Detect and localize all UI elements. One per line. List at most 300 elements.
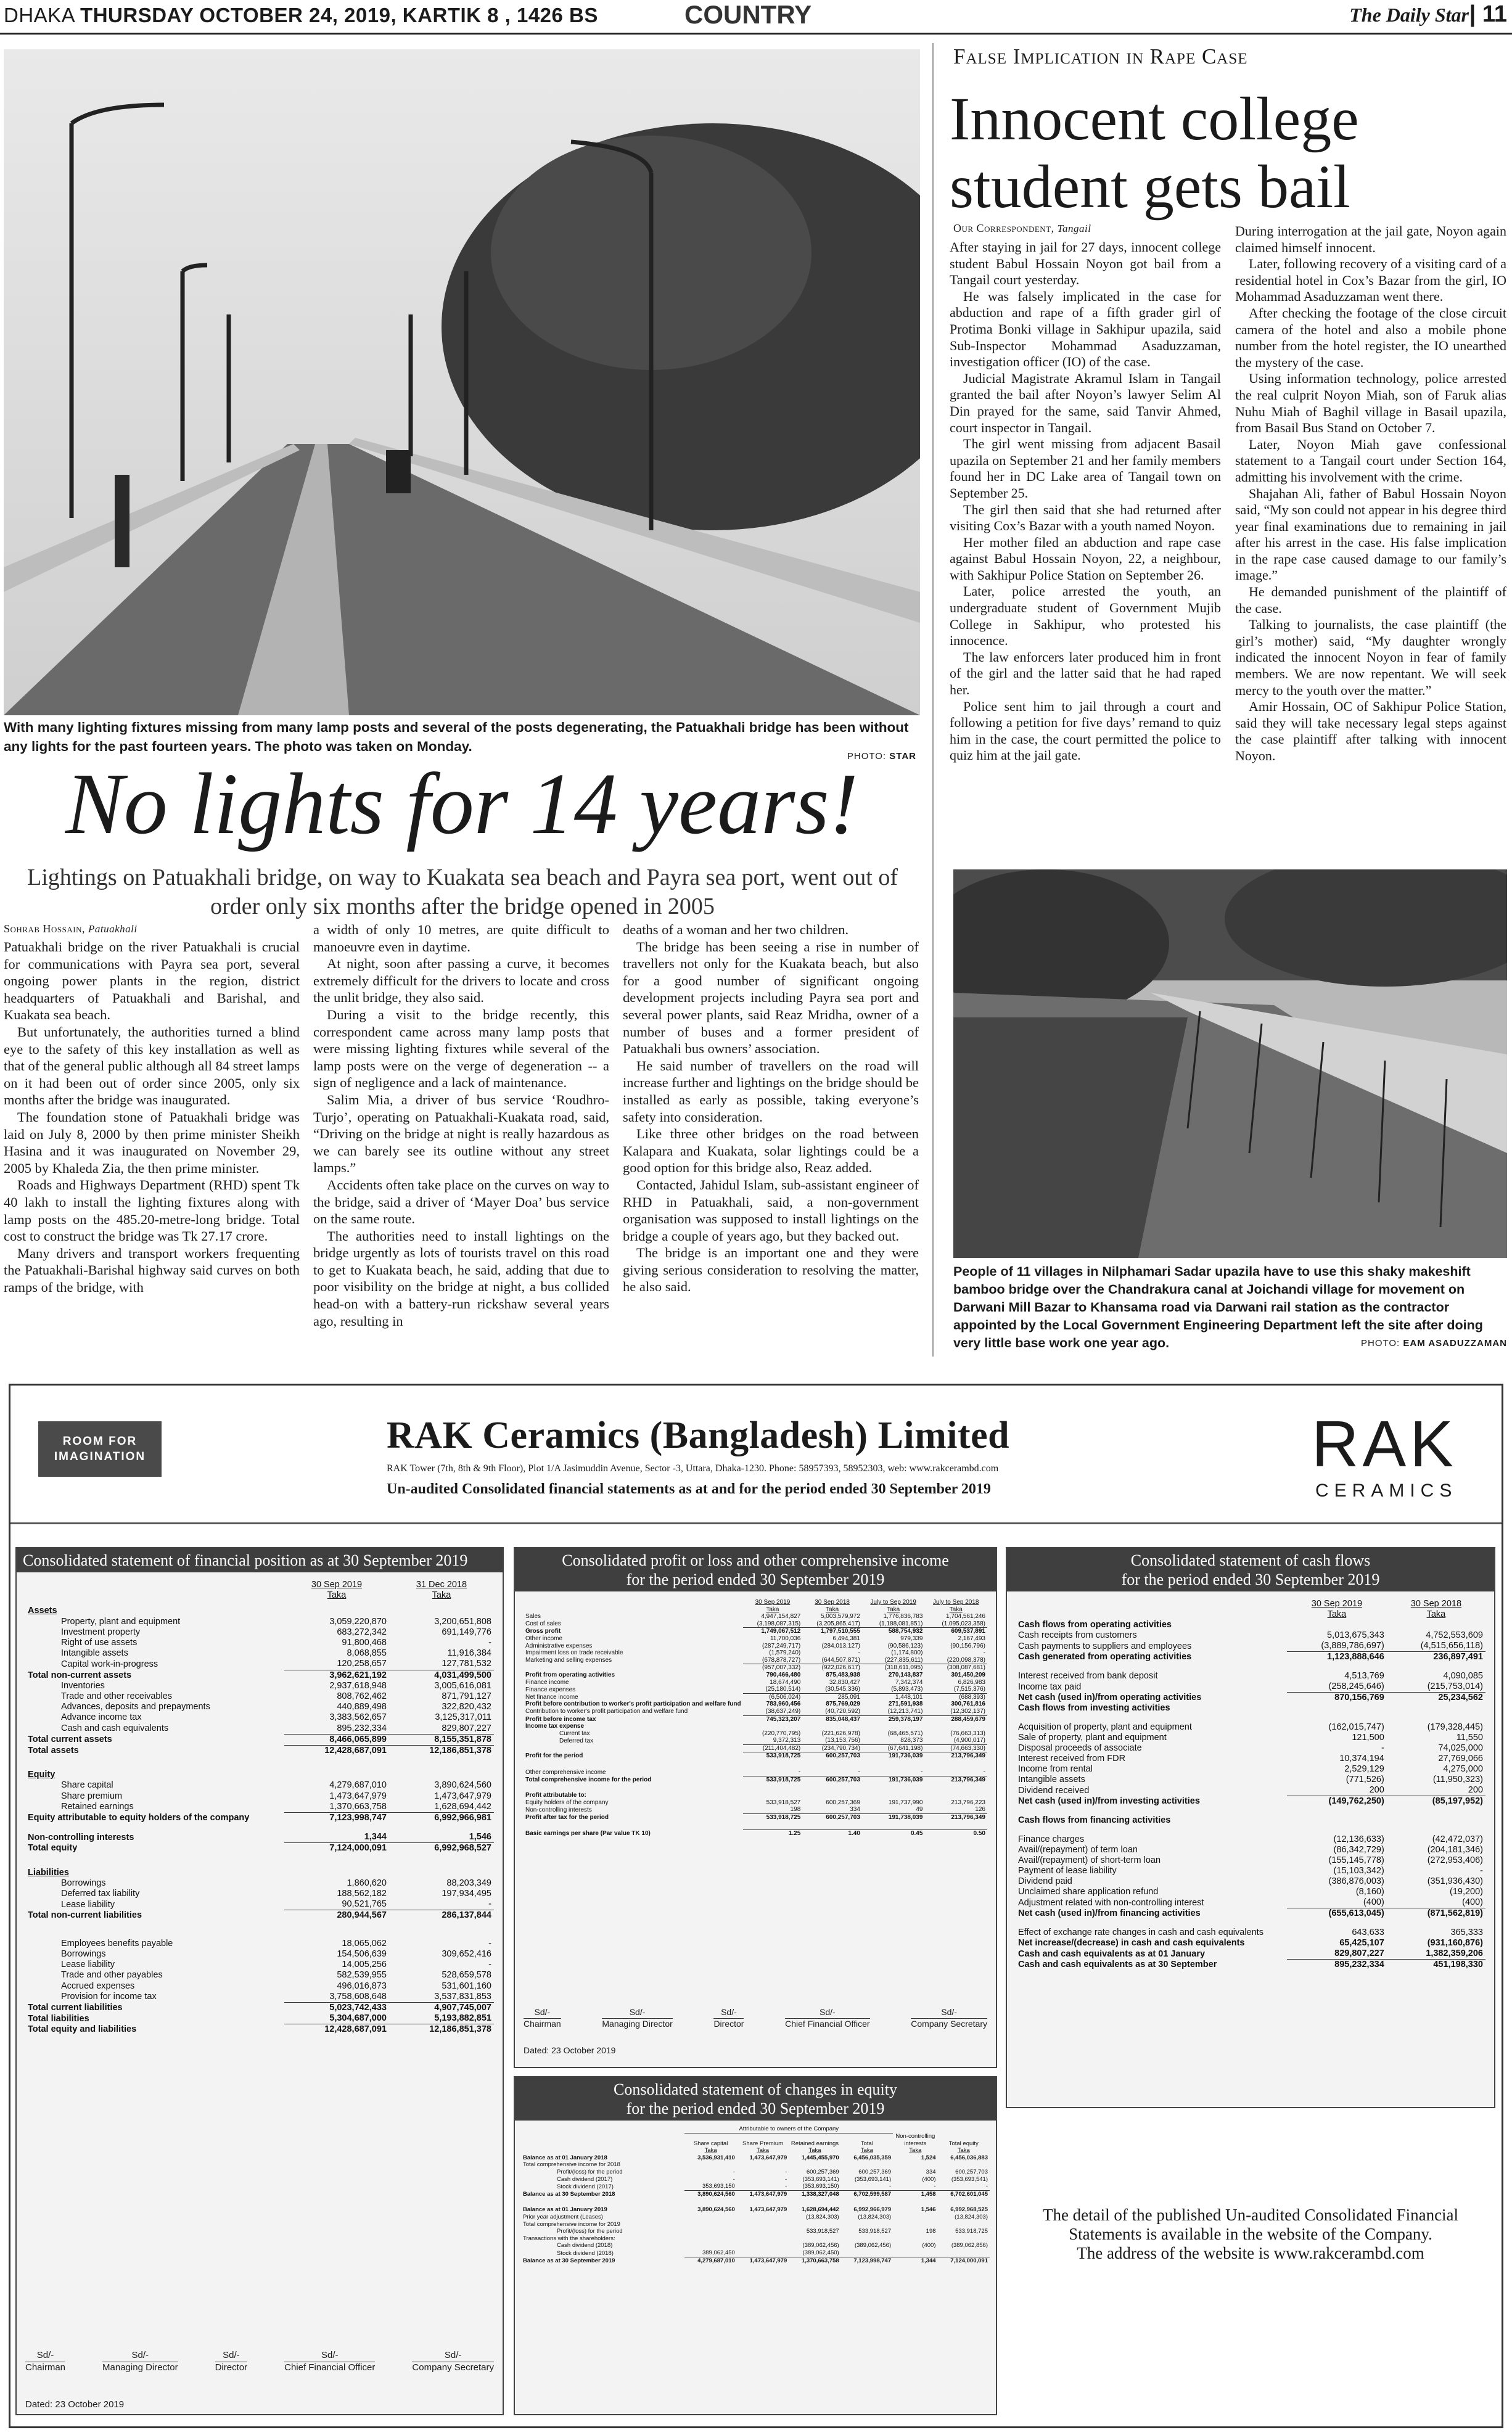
table-row (524, 1693, 987, 1701)
row-value (684, 2235, 736, 2243)
row-value: (4,900,017) (953, 1737, 985, 1744)
row-value (924, 1821, 987, 1830)
lead-paragraph: a width of only 10 metres, are quite difficult to manoeuvre even in daytime. (313, 922, 609, 955)
row-value: - (488, 1960, 491, 1970)
signature-sd: Sd/- (534, 2007, 551, 2017)
table-row (521, 2154, 990, 2162)
table-row (25, 1780, 494, 1791)
row-label: Basic earnings per share (Par value TK 10) (525, 1830, 651, 1838)
row-value: - (785, 2183, 787, 2190)
row-value: 213,796,349 (924, 1814, 987, 1821)
row-value (737, 2198, 789, 2206)
row-value: 533,918,725 (743, 1776, 803, 1783)
row-value: - (1381, 1743, 1384, 1753)
row-value: 828,373 (900, 1737, 923, 1744)
row-value: 309,652,416 (442, 1948, 491, 1959)
row-label: Lease liability (61, 1899, 115, 1910)
table-row (1016, 1960, 1485, 1971)
table-row (524, 1664, 987, 1672)
table-row (1016, 1682, 1485, 1693)
profit-title-line: Consolidated profit or loss and other comprehensive income (562, 1551, 949, 1569)
row-label: Net cash (used in)/from operating activities (1018, 1693, 1202, 1702)
table-row (25, 1712, 494, 1723)
lead-paragraph: Accidents often take place on the curves on way to the bridge, said a driver of ‘Mayer Doa’ bus service on the same route. (313, 1176, 609, 1227)
table-row (25, 1930, 494, 1939)
signature-sd: Sd/- (444, 2350, 462, 2360)
row-value: 198 (926, 2228, 936, 2235)
row-value: 1,344 (364, 1832, 387, 1842)
table-row (25, 1627, 494, 1638)
row-value: - (983, 1768, 985, 1776)
row-value: 6,456,036,883 (950, 2154, 988, 2161)
bail-byline (953, 222, 1091, 235)
column-head: Share capital (693, 2140, 728, 2147)
table-row (521, 2190, 990, 2198)
row-value: 285,091 (802, 1693, 862, 1701)
row-label (25, 1854, 284, 1863)
table-row (1016, 1938, 1485, 1948)
row-value: 451,198,330 (1387, 1960, 1485, 1971)
table-row (25, 1765, 494, 1780)
row-label: Current tax (559, 1730, 590, 1737)
row-label: Profit from operating activities (525, 1671, 615, 1678)
row-label: Finance income (525, 1678, 569, 1686)
bail-byline-name: Our Correspondent, (953, 222, 1054, 234)
table-row (25, 1863, 494, 1878)
row-value: (284,013,127) (821, 1642, 860, 1649)
row-value: 6,702,599,587 (841, 2190, 893, 2198)
financial-position-rows (25, 1601, 494, 2035)
row-value: (400) (922, 2175, 936, 2183)
row-value: 790,466,480 (766, 1671, 801, 1678)
bail-paragraph: He was falsely implicated in the case for abduction and rape of a fifth grader girl of Protima Bonki village in Sakhipur upazila, said Sub-Inspector Mohammad Asaduzzaman, investigation officer (IO) of the case. (950, 288, 1221, 370)
row-value (743, 1783, 803, 1792)
row-value: 533,918,527 (806, 2228, 839, 2235)
table-row (25, 1601, 494, 1616)
row-value (862, 1723, 925, 1730)
row-value (389, 1601, 494, 1616)
row-value (938, 2235, 990, 2243)
row-label: Avail/(repayment) of short-term loan (1018, 1855, 1161, 1865)
column-divider (932, 43, 934, 1357)
row-value: 2,937,618,948 (329, 1680, 387, 1691)
row-value: 11,700,036 (770, 1635, 801, 1642)
table-row (1016, 1764, 1485, 1775)
unit-label: Taka (1426, 1609, 1446, 1619)
table-row (1016, 1775, 1485, 1785)
row-value: (76,663,313) (950, 1730, 985, 1737)
row-value: 643,633 (1352, 1928, 1384, 1937)
row-label: Employees benefits payable (61, 1938, 173, 1948)
table-row (521, 2242, 990, 2249)
row-value (389, 1756, 494, 1765)
row-value: (389,062,450) (802, 2249, 839, 2256)
column-head: 30 Sep 2019 (1311, 1599, 1363, 1609)
row-value: (42,472,037) (1432, 1834, 1483, 1844)
table-row (1016, 1693, 1485, 1704)
row-value: 1,524 (921, 2154, 936, 2161)
row-value: 582,539,955 (337, 1970, 387, 1981)
row-value (938, 2249, 990, 2257)
profit-dated: Dated: 23 October 2019 (524, 2045, 616, 2055)
row-label: Sale of property, plant and equipment (1018, 1733, 1167, 1743)
table-row (524, 1613, 987, 1620)
row-value: 154,506,639 (337, 1948, 387, 1959)
photo-credit-name: EAM ASADUZZAMAN (1403, 1338, 1507, 1349)
row-label: Profit before income tax (525, 1715, 596, 1723)
row-label: Contribution to worker's profit participation and welfare fund (525, 1708, 688, 1715)
photo-credit-name: STAR (889, 751, 916, 762)
table-row (1016, 1652, 1485, 1663)
column-head: 30 Sep 2018 (1410, 1599, 1462, 1609)
row-value: 528,659,578 (442, 1970, 491, 1981)
table-row (524, 1628, 987, 1635)
row-value: 286,137,844 (389, 1910, 494, 1921)
row-value (737, 2161, 789, 2169)
row-value: 126 (975, 1806, 985, 1813)
row-value (389, 1863, 494, 1878)
row-value: 389,062,450 (702, 2249, 735, 2256)
table-row (524, 1679, 987, 1686)
bail-paragraph: Her mother filed an abduction and rape case against Babul Hossain Noyon, 22, a neighbour, with Sakhipur Police Station on September 26. (950, 534, 1221, 583)
table-row (521, 2214, 990, 2221)
table-row (1016, 1855, 1485, 1866)
table-row (1016, 1733, 1485, 1743)
row-value: 198 (790, 1806, 801, 1813)
lead-paragraph: Roads and Highways Department (RHD) spent Tk 40 lakh to install the lighting fixtures along with lamp posts on the 485.20-metre-long bridge. Total cost to construct the bridge was Tk 27.17 crore. (4, 1177, 300, 1244)
unit-label: Taka (887, 1606, 900, 1613)
row-value (1287, 1662, 1387, 1671)
profit-table (524, 1599, 987, 1838)
row-value: 808,762,462 (337, 1691, 387, 1702)
row-value: 3,962,621,192 (284, 1670, 389, 1681)
row-label: Cash flows from operating activities (1018, 1620, 1172, 1630)
newspaper-logo: The Daily Star (1349, 4, 1469, 26)
bail-paragraph: Judicial Magistrate Akramul Islam in Tangail granted the bail after Noyon’s lawyer Selim Al Din prayed for the same, said Tanvir Ahmed, court inspector in Tangail. (950, 370, 1221, 435)
row-value: 3,536,931,410 (697, 2154, 735, 2161)
row-value: 533,918,725 (955, 2228, 988, 2235)
signature-block (412, 2350, 494, 2373)
signature-sd: Sd/- (36, 2350, 54, 2360)
lead-paragraph: The bridge is an important one and they were giving serious consideration to resolving the matter, he also said. (623, 1245, 919, 1295)
row-value: 3,200,651,808 (434, 1616, 491, 1627)
row-value: (353,693,141) (854, 2175, 892, 2183)
changes-title-line: Consolidated statement of changes in equity (614, 2080, 897, 2098)
photo-credit-label: PHOTO: (1360, 1338, 1400, 1349)
table-row (25, 1921, 494, 1930)
row-value: 3,383,562,657 (329, 1712, 387, 1723)
row-value (841, 2249, 893, 2257)
table-row (1016, 1807, 1485, 1815)
table-row (524, 1672, 987, 1679)
lead-byline (4, 922, 138, 935)
row-label (524, 1760, 743, 1768)
table-row (524, 1792, 987, 1799)
page-number: | 11 (1469, 1, 1507, 27)
row-value: (386,876,003) (1328, 1876, 1384, 1886)
row-value: 0.50 (924, 1830, 987, 1838)
ceramics-logo-text: CERAMICS (1315, 1480, 1458, 1501)
row-value: (1,579,240) (769, 1649, 801, 1657)
lead-paragraph: The foundation stone of Patuakhali bridge was laid on July 8, 2000 by then prime minister Sheikh Hasina and it was inaugurated on November 29, 2005 by Khaleda Zia, the then prime minister. (4, 1109, 300, 1176)
row-label: Total equity (28, 1843, 78, 1854)
row-label: Share capital (61, 1780, 113, 1791)
row-value (789, 2235, 840, 2243)
table-row (524, 1760, 987, 1768)
unit-label: Taka (957, 2147, 970, 2154)
table-row (25, 2002, 494, 2013)
column-head: Retained earnings (791, 2140, 839, 2147)
row-label: Profit before contribution to worker's profit participation and welfare fund (525, 1701, 741, 1708)
row-value (284, 1601, 389, 1616)
row-value: 6,456,035,359 (853, 2154, 892, 2161)
row-value: (353,693,150) (802, 2183, 839, 2190)
row-value (924, 1783, 987, 1792)
row-value: 4,513,769 (1344, 1671, 1384, 1681)
row-value (862, 1760, 925, 1768)
unit-label: Taka (949, 1606, 963, 1613)
row-value: - (1480, 1866, 1483, 1876)
signature-block (602, 2007, 672, 2029)
row-label: Sales (525, 1613, 541, 1620)
table-row (25, 1854, 494, 1863)
row-label: Finance expenses (525, 1686, 576, 1693)
table-row (1016, 1662, 1485, 1671)
row-value: (85,197,952) (1387, 1796, 1485, 1807)
row-value: (922,026,617) (802, 1664, 862, 1672)
row-value (684, 2214, 736, 2221)
row-value (1287, 1703, 1387, 1714)
row-label: Total non-current liabilities (28, 1910, 142, 1921)
table-row (1016, 1671, 1485, 1682)
bail-column-2 (1235, 223, 1506, 765)
row-value: (90,586,123) (887, 1642, 923, 1649)
row-value (737, 2249, 789, 2257)
row-value: 6,992,966,981 (389, 1813, 494, 1824)
row-value (802, 1792, 862, 1799)
row-value: (220,098,378) (947, 1656, 985, 1664)
row-label (25, 1930, 284, 1939)
signature-sd: Sd/- (321, 2350, 339, 2360)
row-value (737, 2228, 789, 2235)
table-row (25, 1910, 494, 1921)
row-value: 600,257,703 (802, 1752, 862, 1760)
signature-role: Chairman (524, 2019, 561, 2029)
ad-divider (10, 1522, 1502, 1524)
table-row (524, 1744, 987, 1752)
row-label: Total comprehensive income for the period (525, 1776, 652, 1783)
table-row (25, 1670, 494, 1681)
row-label: Borrowings (61, 1948, 106, 1959)
row-label: Total comprehensive income for 2018 (523, 2161, 620, 2169)
row-value: 600,257,703 (955, 2169, 988, 2176)
row-value: (389,062,456) (802, 2242, 839, 2249)
row-label: Interest received from FDR (1018, 1754, 1126, 1764)
row-value: (308,087,681) (924, 1664, 987, 1672)
photo-credit-label: PHOTO: (847, 751, 887, 762)
row-value: 18,065,062 (342, 1938, 387, 1948)
row-label: Impairment loss on trade receivable (525, 1649, 623, 1657)
owners-group-head: Attributable to owners of the Company (684, 2125, 893, 2133)
row-value: - (983, 1649, 985, 1657)
lead-column-1 (4, 938, 300, 1296)
row-value: (1,095,023,358) (942, 1620, 985, 1627)
row-value (841, 2221, 893, 2228)
row-label: Cash receipts from customers (1018, 1630, 1137, 1640)
row-value: 11,916,384 (447, 1648, 491, 1659)
row-label: Other income (525, 1635, 563, 1642)
row-value: 440,889,498 (337, 1702, 387, 1712)
table-row (25, 1949, 494, 1960)
financial-position-panel (15, 1547, 504, 2415)
row-value (862, 1821, 925, 1830)
table-row (25, 1723, 494, 1735)
row-value: 895,232,334 (337, 1723, 387, 1733)
table-row (524, 1830, 987, 1838)
row-value: - (785, 2175, 787, 2183)
row-label: Gross profit (525, 1628, 561, 1635)
cashflow-title-line: Consolidated statement of cash flows (1130, 1551, 1371, 1569)
row-label (524, 1664, 743, 1672)
row-value (893, 2221, 937, 2228)
unit-label: Taka (860, 2147, 873, 2154)
row-value: 213,796,223 (951, 1799, 985, 1806)
row-label: Cost of sales (525, 1620, 561, 1628)
row-label: Profit/(loss) for the period (557, 2228, 623, 2235)
row-value: (38,637,249) (765, 1707, 801, 1715)
table-row (25, 1843, 494, 1854)
bail-paragraph: Later, police arrested the youth, an undergraduate student of Government Mujib College in Sakhipur, who protested his innocence. (950, 583, 1221, 649)
bail-paragraph: Later, following recovery of a visiting card of a residential hotel in Cox’s Bazar from the girl, IO Mohammad Asaduzzaman went there. (1235, 256, 1506, 305)
cashflow-rows (1016, 1620, 1485, 1970)
row-value: (204,181,346) (1427, 1845, 1483, 1855)
row-value: 353,693,150 (702, 2183, 735, 2190)
row-label: Total current liabilities (28, 2002, 123, 2013)
table-row (524, 1776, 987, 1783)
table-row (524, 1768, 987, 1776)
row-value: 3,125,317,011 (435, 1712, 491, 1723)
lead-byline-name: Sohrab Hossain, (4, 922, 85, 935)
row-label: Stock dividend (2018) (557, 2249, 614, 2257)
row-value: 871,791,127 (442, 1691, 491, 1702)
row-value (1387, 1703, 1485, 1714)
lead-paragraph: deaths of a woman and her two children. (623, 922, 849, 937)
row-label: Non-controlling interests (28, 1832, 134, 1842)
row-value: 5,003,579,972 (820, 1613, 860, 1620)
table-row (1016, 1620, 1485, 1630)
row-label: Equity attributable to equity holders of the company (28, 1813, 250, 1823)
bail-column-1 (950, 239, 1221, 764)
row-value: 3,890,624,560 (684, 2190, 736, 2198)
row-value: 6,992,966,979 (853, 2206, 892, 2214)
row-value: 91,800,468 (342, 1638, 387, 1648)
row-value (284, 1823, 389, 1832)
row-label: Total current assets (28, 1735, 112, 1745)
row-value: (90,156,796) (950, 1642, 985, 1649)
row-label: Income tax paid (1018, 1682, 1082, 1692)
row-value (389, 1854, 494, 1863)
row-label: Dividend paid (1018, 1876, 1072, 1886)
row-value (684, 2221, 736, 2228)
signature-block (284, 2350, 375, 2373)
row-value: 835,048,437 (802, 1715, 862, 1723)
signature-block (25, 2350, 65, 2373)
lead-subhead: Lightings on Patuakhali bridge, on way to Kuakata sea beach and Payra sea port, went out of order only six months after the bridge opened in 2005 (27, 864, 898, 919)
signature-role: Chairman (25, 2362, 66, 2373)
row-value (1287, 1620, 1387, 1630)
row-value (1387, 1815, 1485, 1826)
bamboo-photo-credit (1295, 1338, 1507, 1349)
row-value: 829,807,227 (1334, 1948, 1384, 1958)
row-value: (234,790,734) (802, 1744, 862, 1752)
signature-role: Managing Director (602, 2019, 673, 2029)
row-value (938, 2221, 990, 2228)
row-value: (287,249,717) (762, 1642, 801, 1649)
row-value (737, 2214, 789, 2221)
table-row (25, 2013, 494, 2024)
row-label: Stock dividend (2017) (557, 2183, 614, 2190)
row-value: (86,342,729) (1333, 1845, 1384, 1855)
row-value: (1,188,081,851) (879, 1620, 923, 1627)
row-value (737, 2242, 789, 2249)
row-value (1287, 1714, 1387, 1722)
table-row (25, 1992, 494, 2003)
table-row (521, 2257, 990, 2264)
unit-label: Taka (826, 1606, 839, 1613)
signature-role: Chief Financial Officer (284, 2362, 376, 2373)
row-value: (68,465,571) (887, 1730, 923, 1737)
row-value: 875,769,029 (826, 1701, 860, 1708)
dateline-city: DHAKA (4, 4, 75, 27)
row-value: 6,992,968,525 (950, 2206, 988, 2214)
bamboo-bridge-photo (953, 869, 1507, 1258)
row-value (684, 2228, 736, 2235)
row-value: - (921, 1768, 923, 1776)
table-row (524, 1783, 987, 1792)
row-value: 5,193,882,851 (434, 2013, 491, 2024)
row-value: 1,628,694,442 (434, 1801, 491, 1812)
table-row (524, 1752, 987, 1760)
financial-position-table (25, 1580, 494, 2035)
row-label: Net cash (used in)/from investing activities (1018, 1796, 1200, 1806)
row-value: 588,754,932 (862, 1628, 925, 1635)
table-row (521, 2169, 990, 2176)
row-value: 25,234,562 (1387, 1693, 1485, 1704)
table-row (25, 1756, 494, 1765)
row-label: Effect of exchange rate changes in cash and cash equivalents (1018, 1928, 1263, 1937)
table-row (1016, 1785, 1485, 1796)
row-value: (353,693,141) (802, 2175, 839, 2183)
row-value: (13,824,303) (858, 2214, 892, 2221)
row-label: Investment property (61, 1627, 141, 1637)
row-value: - (488, 1638, 491, 1648)
table-row (524, 1737, 987, 1744)
row-value: (400) (922, 2242, 936, 2249)
row-label: Marketing and selling expenses (525, 1657, 612, 1664)
row-label (1016, 1714, 1287, 1722)
changes-in-equity-panel (514, 2076, 997, 2415)
row-label: Trade and other payables (61, 1970, 163, 1981)
table-row (524, 1701, 987, 1708)
row-value: (644,507,871) (821, 1656, 860, 1664)
signature-block (102, 2350, 178, 2373)
bail-kicker: False Implication in Rape Case (953, 44, 1248, 68)
row-value: 875,483,938 (826, 1671, 860, 1678)
row-value: 301,450,209 (951, 1671, 985, 1678)
row-value: 2,167,493 (958, 1635, 985, 1642)
row-value: (258,245,646) (1328, 1682, 1384, 1691)
unit-label: Taka (757, 2147, 770, 2154)
